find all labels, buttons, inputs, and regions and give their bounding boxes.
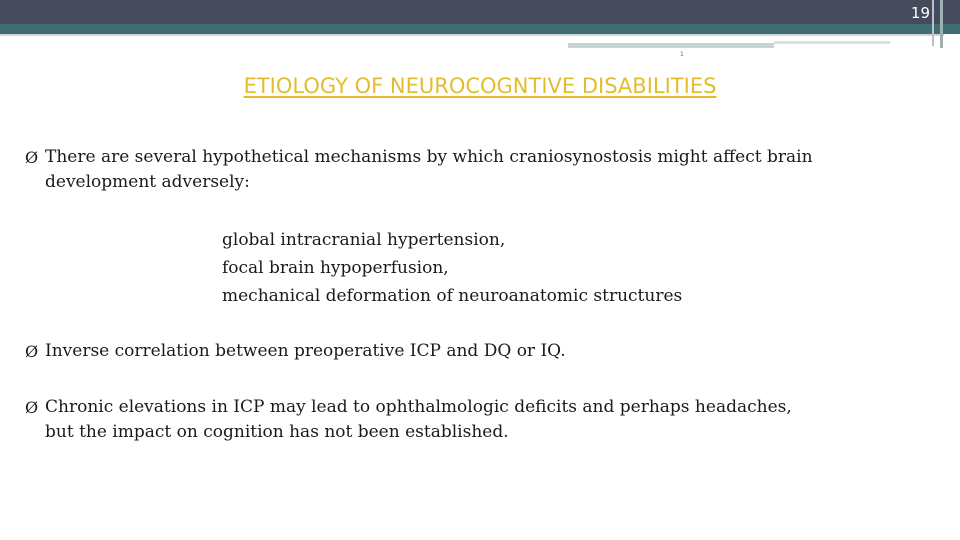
page-number: 19 <box>910 4 930 22</box>
small-mark: 1 <box>680 51 684 58</box>
mechanism-list <box>222 226 682 310</box>
decorative-line <box>932 0 934 46</box>
bullet-item <box>25 145 825 195</box>
bullet-item <box>25 339 825 364</box>
decorative-line <box>774 41 890 44</box>
bullet-text: Chronic elevations in ICP may lead to ophthalmologic deficits and perhaps headaches, but the impact on cognition has not been established. <box>45 397 792 442</box>
mechanism-item: focal brain hypoperfusion, <box>222 258 449 278</box>
bullet-arrow-icon: Ø <box>25 342 39 361</box>
top-divider <box>0 34 944 36</box>
bullet-arrow-icon: Ø <box>25 398 39 417</box>
slide-title: ETIOLOGY OF NEUROCOGNTIVE DISABILITIES <box>243 74 717 98</box>
bullet-item <box>25 395 825 445</box>
bullet-text: There are several hypothetical mechanisms by which craniosynostosis might affect brain development adversely: <box>45 147 813 192</box>
decorative-line <box>940 0 943 48</box>
bullet-text: Inverse correlation between preoperative ICP and DQ or IQ. <box>45 341 566 361</box>
bullet-arrow-icon: Ø <box>25 148 39 167</box>
decorative-line <box>568 43 774 48</box>
mechanism-item: mechanical deformation of neuroanatomic structures <box>222 286 683 306</box>
top-banner <box>0 0 960 24</box>
mechanism-item: global intracranial hypertension, <box>222 230 506 250</box>
top-accent-bar <box>0 24 960 34</box>
